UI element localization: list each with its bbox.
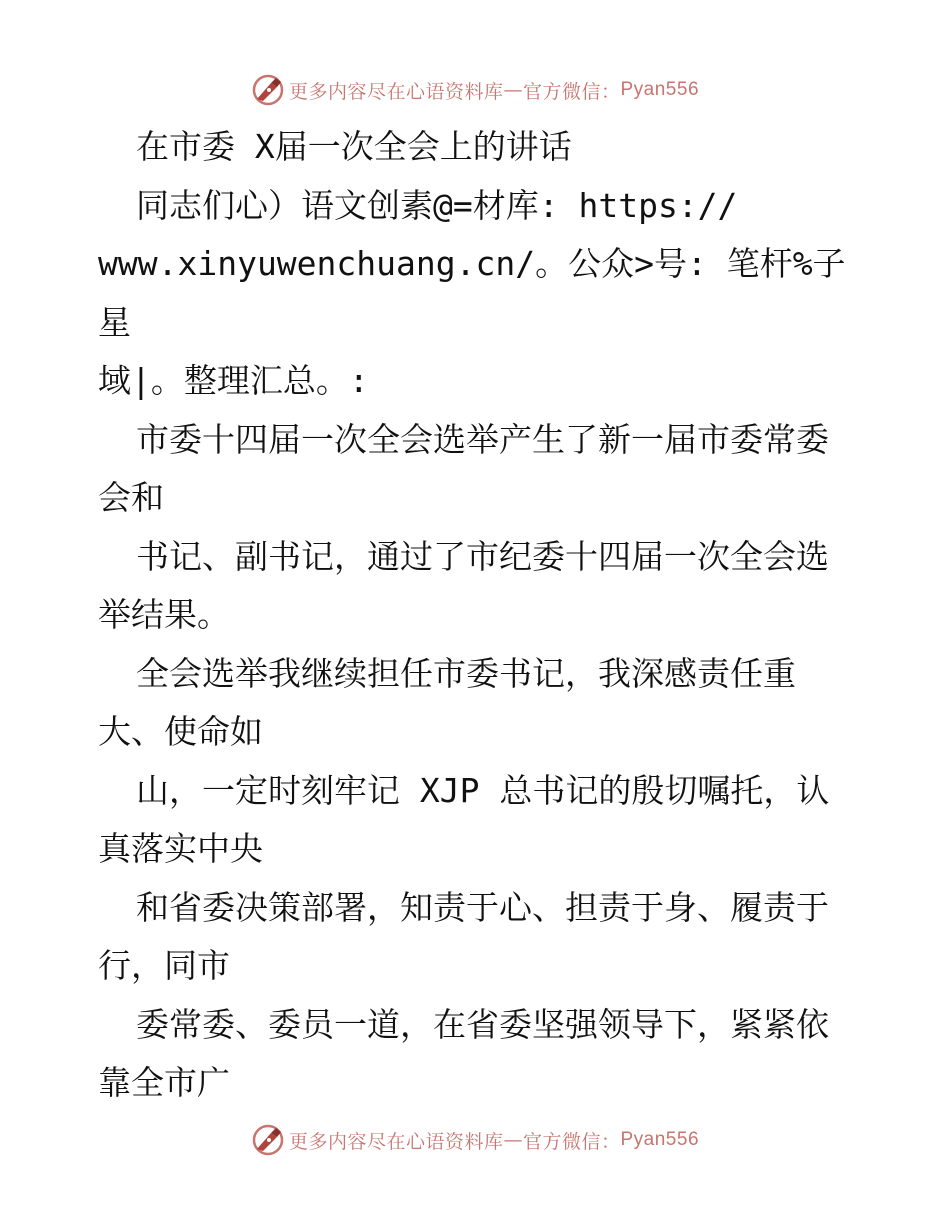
footer-separator: —	[503, 1129, 523, 1151]
footer-site-name: 更多内容尽在心语资料库	[288, 1130, 504, 1153]
body-line: 真落实中央	[98, 829, 263, 868]
body-line: 大、使命如	[98, 712, 263, 751]
body-line: 全会选举我继续担任市委书记，我深感责任重	[136, 653, 796, 693]
footer-watermark	[0, 1120, 950, 1160]
body-line: 书记、副书记，通过了市纪委十四届一次全会选	[136, 536, 829, 576]
footer-wechat-id: Pyan556	[620, 1129, 700, 1150]
document-body	[98, 118, 858, 1113]
body-line: www.xinyuwenchuang.cn/。公众>号: 笔杆%子星	[98, 244, 846, 342]
body-line: 行，同市	[98, 946, 230, 985]
pen-nib-logo-icon	[251, 73, 285, 107]
body-line: 山，一定时刻牢记 XJP 总书记的殷切嘱托，认	[136, 770, 830, 810]
body-line: 会和	[98, 478, 164, 517]
body-line: 市委十四届一次全会选举产生了新一届市委常委	[136, 419, 829, 459]
body-line: 域|。整理汇总。:	[98, 361, 369, 400]
header-wechat-id: Pyan556	[620, 79, 700, 100]
body-line: 和省委决策部署，知责于心、担责于身、履责于	[136, 887, 829, 927]
header-site-name: 更多内容尽在心语资料库	[288, 80, 504, 103]
body-line: 举结果。	[98, 595, 230, 634]
document-title: 在市委 X届一次全会上的讲话	[136, 127, 572, 166]
pen-nib-logo-icon	[251, 1123, 285, 1157]
body-line: 靠全市广	[98, 1063, 230, 1102]
body-line: 同志们心）语文创素@=材库: https://	[136, 185, 738, 225]
footer-wechat-label: 官方微信：	[522, 1130, 621, 1153]
header-separator: —	[503, 79, 523, 101]
header-wechat-label: 官方微信：	[522, 80, 621, 103]
header-watermark	[0, 70, 950, 110]
body-line: 委常委、委员一道，在省委坚强领导下，紧紧依	[136, 1004, 829, 1044]
